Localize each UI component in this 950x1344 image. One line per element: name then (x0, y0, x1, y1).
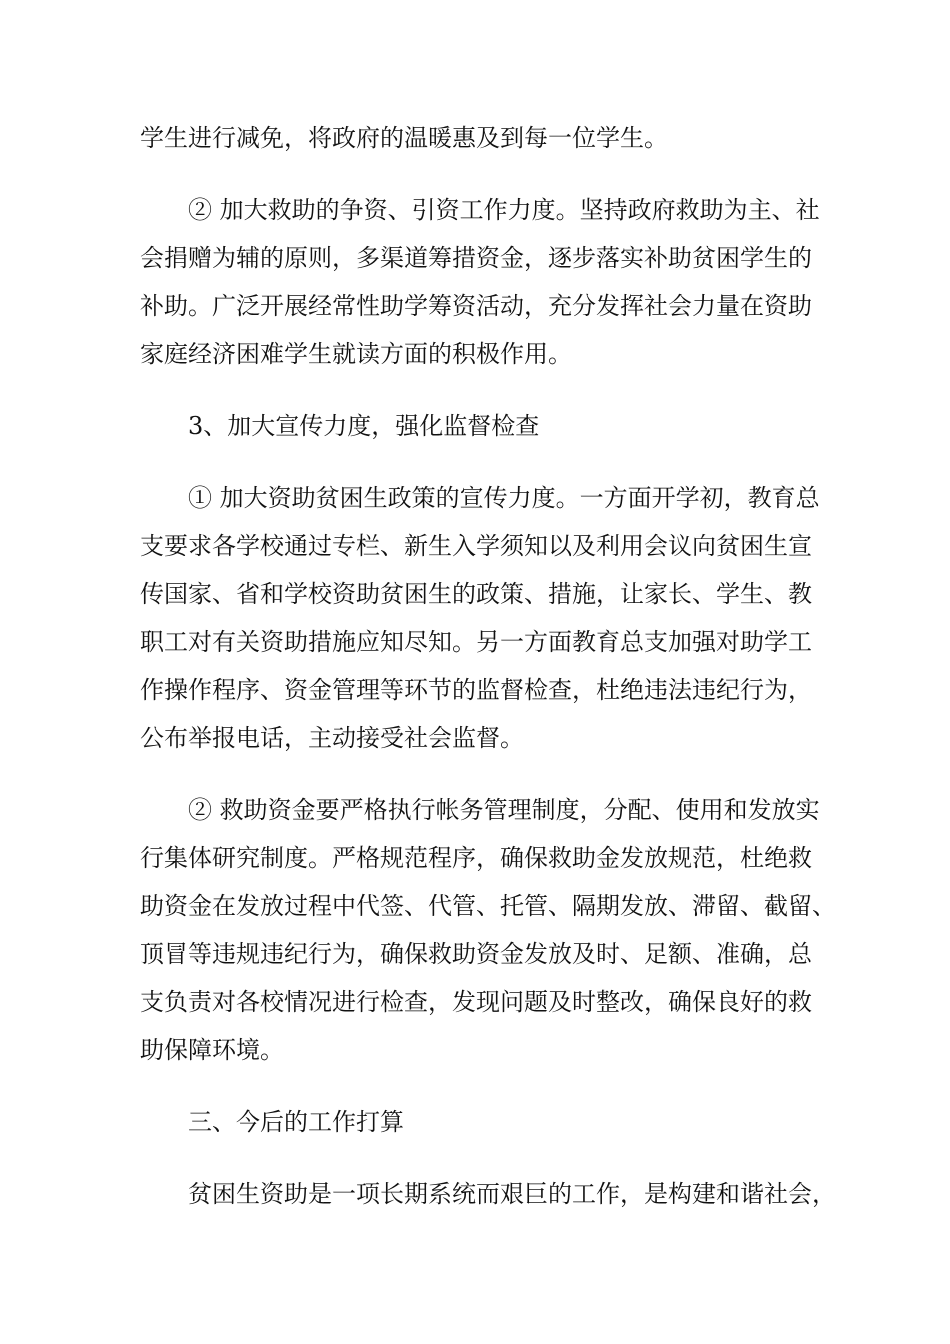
text-line: 顶冒等违规违纪行为，确保救助资金发放及时、足额、准确，总 (140, 940, 812, 968)
section-heading-publicity (140, 402, 812, 450)
text-line: 家庭经济困难学生就读方面的积极作用。 (140, 340, 572, 368)
text-line: 支负责对各校情况进行检查，发现问题及时整改，确保良好的救 (140, 988, 812, 1016)
text-line: 学生进行减免，将政府的温暖惠及到每一位学生。 (140, 124, 668, 152)
section-heading-future-plans (140, 1098, 812, 1146)
heading-line: 三、今后的工作打算 (188, 1108, 404, 1136)
heading-line: 3、加大宣传力度，强化监督检查 (188, 412, 540, 440)
text-line: 补助。广泛开展经常性助学筹资活动，充分发挥社会力量在资助 (140, 292, 812, 320)
text-line: 会捐赠为辅的原则，多渠道筹措资金，逐步落实补助贫困学生的 (140, 244, 812, 272)
text-line: 传国家、省和学校资助贫困生的政策、措施，让家长、学生、教 (140, 580, 812, 608)
text-line: ② 加大救助的争资、引资工作力度。坚持政府救助为主、社 (188, 196, 820, 224)
paragraph-publicity (140, 474, 820, 762)
paragraph-fundraising (140, 186, 820, 378)
document-page (140, 114, 836, 1242)
text-line: 作操作程序、资金管理等环节的监督检查，杜绝违法违纪行为， (140, 676, 812, 704)
text-line: 助资金在发放过程中代签、代管、托管、隔期发放、滞留、截留、 (140, 892, 836, 920)
text-line: 行集体研究制度。严格规范程序，确保救助金发放规范，杜绝救 (140, 844, 812, 872)
text-line: 职工对有关资助措施应知尽知。另一方面教育总支加强对助学工 (140, 628, 812, 656)
text-line: 助保障环境。 (140, 1036, 284, 1064)
paragraph-future-plans (140, 1170, 836, 1218)
text-line: ① 加大资助贫困生政策的宣传力度。一方面开学初，教育总 (188, 484, 820, 512)
text-line: ② 救助资金要严格执行帐务管理制度，分配、使用和发放实 (188, 796, 820, 824)
text-line: 支要求各学校通过专栏、新生入学须知以及利用会议向贫困生宣 (140, 532, 812, 560)
paragraph-fund-management (140, 786, 836, 1074)
paragraph-continuation (140, 114, 812, 162)
text-line: 公布举报电话，主动接受社会监督。 (140, 724, 524, 752)
text-line: 贫困生资助是一项长期系统而艰巨的工作，是构建和谐社会， (188, 1180, 836, 1208)
